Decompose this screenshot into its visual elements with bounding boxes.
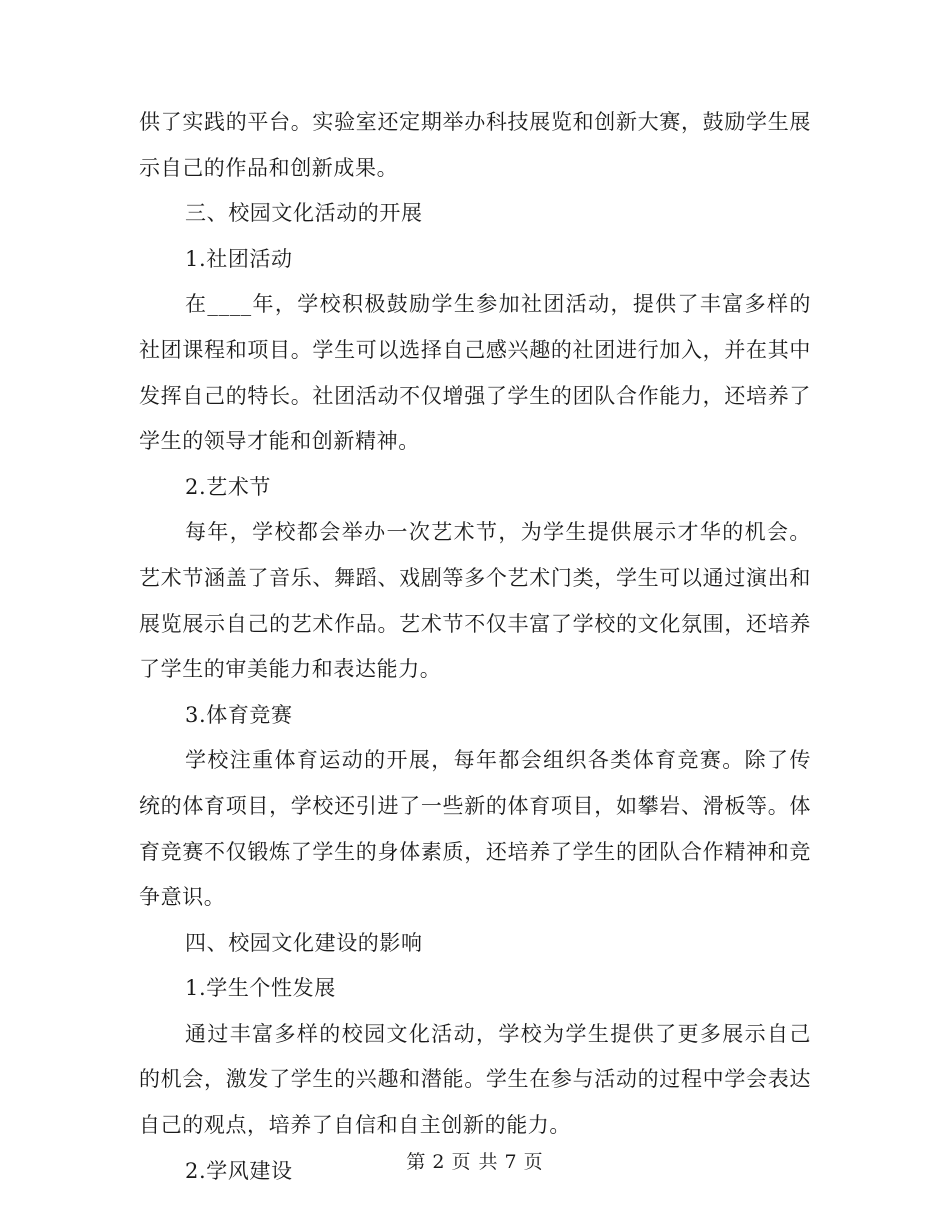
document-body [139, 100, 811, 1194]
subheading-sports: 3.体育竞赛 [185, 702, 293, 727]
subheading-study-style: 2.学风建设 [185, 1158, 293, 1183]
subheading-art-festival: 2.艺术节 [185, 474, 272, 499]
paragraph-continuation: 供了实践的平台。实验室还定期举办科技展览和创新大赛，鼓励学生展示自己的作品和创新成果。 [139, 110, 811, 180]
footer-suffix: 页 [523, 1151, 544, 1173]
subheading-personal-development: 1.学生个性发展 [185, 976, 336, 1001]
footer-current-page: 2 [432, 1151, 446, 1173]
footer-total-pages: 7 [504, 1151, 518, 1173]
footer-prefix: 第 [406, 1151, 427, 1173]
page-footer [0, 1147, 950, 1174]
paragraph-art-festival: 每年，学校都会举办一次艺术节，为学生提供展示才华的机会。艺术节涵盖了音乐、舞蹈、戏剧等多个艺术门类，学生可以通过演出和展览展示自己的艺术作品。艺术节不仅丰富了学校的文化氛围，还培养了学生的审美能力和表达能力。 [139, 520, 811, 682]
paragraph-personal-development: 通过丰富多样的校园文化活动，学校为学生提供了更多展示自己的机会，激发了学生的兴趣和潜能。学生在参与活动的过程中学会表达自己的观点，培养了自信和自主创新的能力。 [139, 1021, 811, 1138]
paragraph-sports: 学校注重体育运动的开展，每年都会组织各类体育竞赛。除了传统的体育项目，学校还引进了一些新的体育项目，如攀岩、滑板等。体育竞赛不仅锻炼了学生的身体素质，还培养了学生的团队合作精神和竞争意识。 [139, 748, 811, 910]
subheading-club-activities: 1.社团活动 [185, 246, 293, 271]
footer-middle: 页 共 [451, 1151, 499, 1173]
section-heading-4: 四、校园文化建设的影响 [185, 930, 423, 955]
paragraph-club-activities: 在____年，学校积极鼓励学生参加社团活动，提供了丰富多样的社团课程和项目。学生可以选择自己感兴趣的社团进行加入，并在其中发挥自己的特长。社团活动不仅增强了学生的团队合作能力，还培养了学生的领导才能和创新精神。 [139, 292, 811, 454]
section-heading-3: 三、校园文化活动的开展 [185, 201, 423, 226]
